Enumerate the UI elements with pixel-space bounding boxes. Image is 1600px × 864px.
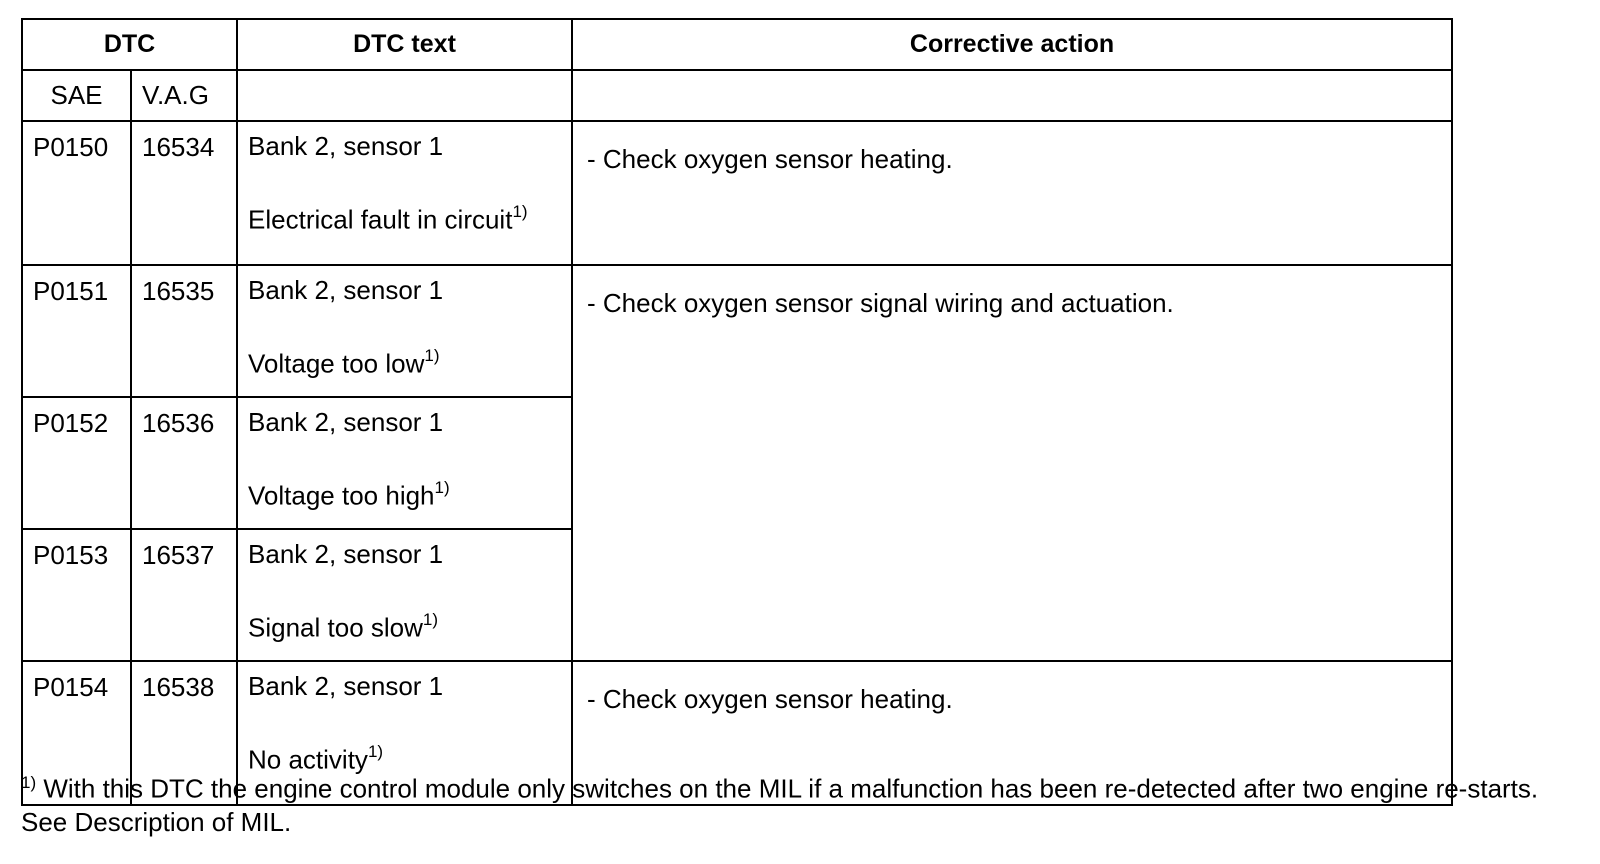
footnote-ref: 1): [512, 202, 528, 221]
sae-code: P0153: [22, 529, 131, 661]
dtc-text-fault: No activity$^{1)}$: [248, 742, 384, 775]
vag-code: 16536: [131, 397, 237, 529]
vag-code: 16534: [131, 121, 237, 265]
subheader-vag: V.A.G: [131, 70, 237, 121]
dtc-text-cell: [237, 121, 572, 265]
table-row: [22, 121, 1452, 265]
dtc-text-fault: Signal too slow$^{1)}$: [248, 610, 439, 643]
header-dtc: DTC: [22, 19, 237, 70]
footnote-ref: 1): [422, 610, 439, 629]
corrective-action-cell: - Check oxygen sensor heating.: [572, 661, 1452, 805]
dtc-text-fault: Voltage too low$^{1)}$: [248, 346, 440, 379]
footnote: [21, 766, 1591, 839]
dtc-text-location: Bank 2, sensor 1: [248, 539, 444, 569]
dtc-text-location: Bank 2, sensor 1: [248, 275, 444, 305]
dtc-text-location: Bank 2, sensor 1: [248, 131, 444, 161]
dtc-text-fault: Voltage too high$^{1)}$: [248, 478, 450, 511]
dtc-text-location: Bank 2, sensor 1: [248, 671, 444, 701]
table-row: [22, 265, 1452, 397]
dtc-text-cell: [237, 265, 572, 397]
sae-code: P0152: [22, 397, 131, 529]
footnote-text: With this DTC the engine control module only switches on the MIL if a malfunction has been re-detected after two engine re-starts. See Description of MIL.: [21, 773, 1539, 837]
header-row: [22, 19, 1452, 70]
footnote-ref: 1): [434, 478, 450, 497]
vag-code: 16537: [131, 529, 237, 661]
dtc-text-cell: [237, 529, 572, 661]
corrective-action-cell: - Check oxygen sensor signal wiring and actuation.: [572, 265, 1452, 661]
footnote-ref: 1): [367, 742, 384, 761]
sae-code: P0151: [22, 265, 131, 397]
sae-code: P0154: [22, 661, 131, 805]
corrective-action-cell: - Check oxygen sensor heating.: [572, 121, 1452, 265]
dtc-text-fault: Electrical fault in circuit$^{1)}$: [248, 202, 528, 235]
header-corrective-action: Corrective action: [572, 19, 1452, 70]
header-dtc-text: DTC text: [237, 19, 572, 70]
vag-code: 16535: [131, 265, 237, 397]
subheader-row: [22, 70, 1452, 121]
dtc-text-location: Bank 2, sensor 1: [248, 407, 444, 437]
footnote-marker: 1): [21, 773, 37, 792]
sae-code: P0150: [22, 121, 131, 265]
dtc-table: [21, 18, 1453, 806]
vag-code: 16538: [131, 661, 237, 805]
subheader-empty-action: [572, 70, 1452, 121]
footnote-ref: 1): [424, 346, 440, 365]
subheader-sae: SAE: [22, 70, 131, 121]
subheader-empty-text: [237, 70, 572, 121]
dtc-text-cell: [237, 397, 572, 529]
